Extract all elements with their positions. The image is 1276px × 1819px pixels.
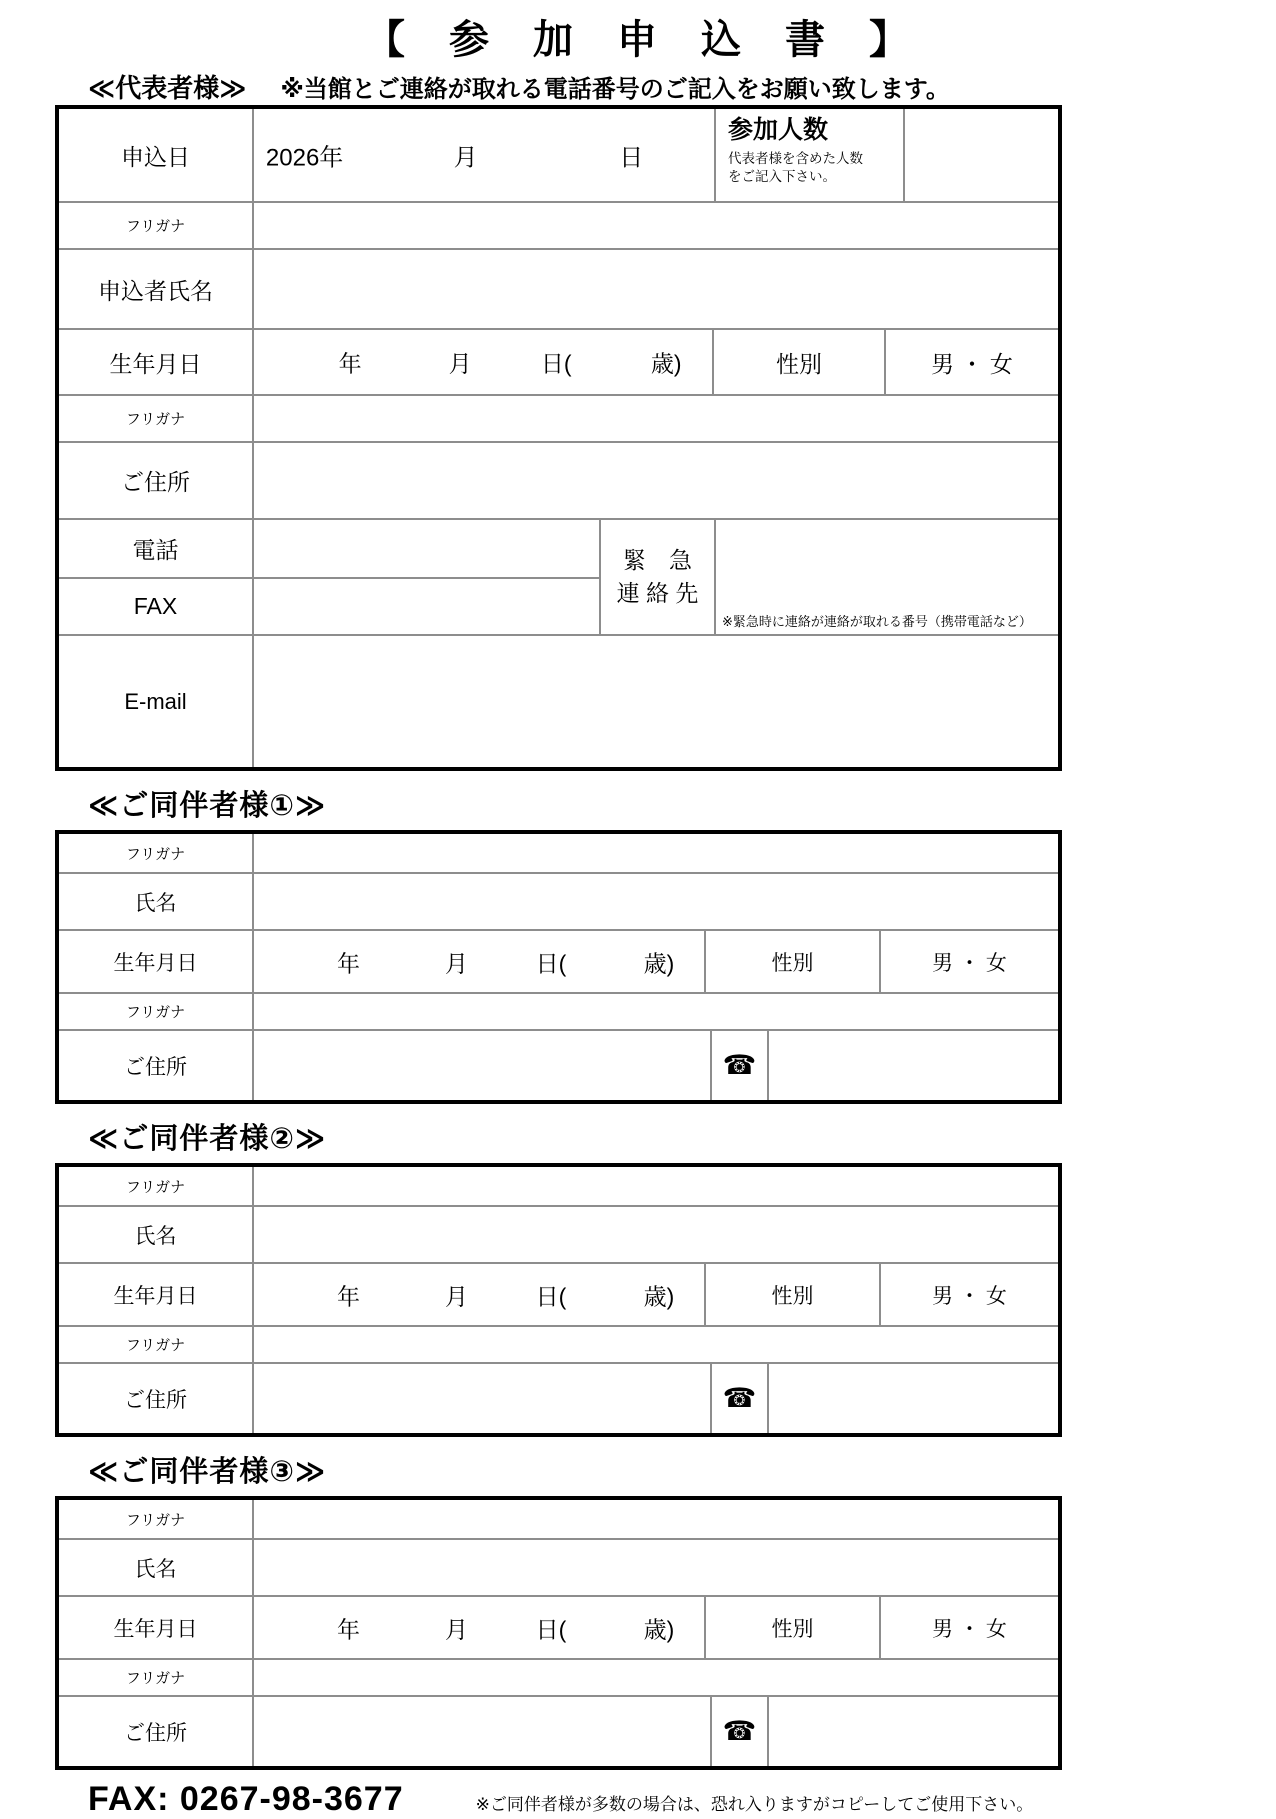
furigana-row — [59, 201, 1058, 248]
phone-label: 電話 — [132, 537, 179, 563]
birth-age-label: 歳) — [643, 950, 675, 976]
birth-year-label: 年 — [338, 350, 362, 377]
companion1-furigana2-field[interactable] — [252, 994, 1058, 1029]
companion2-table — [55, 1163, 1062, 1437]
phone-fax-block — [59, 520, 599, 634]
companion1-gender-options-field[interactable]: 男 ・ 女 — [879, 931, 1058, 992]
companion3-section-header: ≪ご同伴者様③≫ — [88, 1456, 327, 1488]
companion-birthdate-row — [59, 1262, 1058, 1325]
birthdate-row — [59, 328, 1058, 394]
birthdate-label: 生年月日 — [109, 350, 202, 377]
companion1-name-field[interactable] — [252, 874, 1058, 929]
representative-table — [55, 105, 1062, 771]
application-date-row — [59, 109, 1058, 201]
furigana2-row — [59, 394, 1058, 441]
companion3-table — [55, 1496, 1062, 1770]
companion1-birthdate-field[interactable] — [252, 931, 704, 992]
companion-address-row — [59, 1695, 1058, 1766]
applicant-name-row — [59, 248, 1058, 328]
phone-icon: ☎ — [710, 1031, 767, 1100]
companion-name-label: 氏名 — [134, 1224, 177, 1248]
footer-copy-note: ※ご同伴者様が多数の場合は、恐れ入りますがコピーしてご使用下さい。 — [475, 1795, 1034, 1814]
companion-birthdate-row — [59, 1595, 1058, 1658]
page-title: 【 参 加 申 込 書 】 — [365, 18, 911, 62]
companion3-furigana-field[interactable] — [252, 1500, 1058, 1538]
birth-day-label: 日( — [540, 350, 572, 377]
email-label: E-mail — [124, 688, 187, 714]
companion3-gender-options-field[interactable]: 男 ・ 女 — [879, 1597, 1058, 1658]
companion1-furigana-field[interactable] — [252, 834, 1058, 872]
representative-note: ※当館とご連絡が取れる電話番号のご記入をお願い致します。 — [280, 76, 950, 103]
companion1-address-field[interactable] — [252, 1031, 710, 1100]
participants-label: 参加人数 — [728, 116, 829, 144]
companion2-birthdate-field[interactable] — [252, 1264, 704, 1325]
phone-icon: ☎ — [710, 1364, 767, 1433]
representative-label: ≪代表者様≫ — [88, 73, 247, 103]
companion-birthdate-label: 生年月日 — [113, 1617, 198, 1641]
companion2-gender-options-field[interactable]: 男 ・ 女 — [879, 1264, 1058, 1325]
participants-label-cell — [714, 109, 903, 201]
companion-gender-label: 性別 — [704, 1264, 879, 1325]
birth-month-label: 月 — [445, 1616, 468, 1642]
companion-furigana-label: フリガナ — [125, 1178, 186, 1196]
birth-day-label: 日( — [535, 1616, 567, 1642]
emergency-contact-field[interactable] — [714, 520, 1058, 634]
birth-age-label: 歳) — [643, 1283, 675, 1309]
companion-birthdate-row — [59, 929, 1058, 992]
companion-name-row — [59, 1538, 1058, 1595]
application-form-page — [0, 16, 1276, 1818]
companion3-birthdate-field[interactable] — [252, 1597, 704, 1658]
companion-gender-label: 性別 — [704, 931, 879, 992]
companion-furigana2-label: フリガナ — [125, 1004, 186, 1021]
gender-label: 性別 — [712, 330, 884, 394]
email-row — [59, 634, 1058, 767]
companion-name-label: 氏名 — [134, 891, 177, 915]
applicant-name-label: 申込者氏名 — [98, 277, 213, 304]
birth-day-label: 日( — [535, 950, 567, 976]
companion-furigana2-label: フリガナ — [125, 1337, 186, 1354]
birth-month-label: 月 — [445, 950, 468, 976]
birth-year-label: 年 — [337, 950, 360, 976]
birth-year-label: 年 — [337, 1616, 360, 1642]
furigana2-label: フリガナ — [125, 411, 186, 428]
birth-day-label: 日( — [535, 1283, 567, 1309]
companion-name-label: 氏名 — [134, 1557, 177, 1581]
phone-fax-emergency-row — [59, 518, 1058, 634]
companion-gender-label: 性別 — [704, 1597, 879, 1658]
phone-field[interactable] — [252, 520, 599, 577]
companion-furigana-row — [59, 834, 1058, 872]
emergency-note: ※緊急時に連絡が連絡が取れる番号（携帯電話など） — [722, 614, 1032, 629]
gender-options-field[interactable]: 男 ・ 女 — [884, 330, 1058, 394]
participants-note: 代表者様を含めた人数 をご記入下さい。 — [728, 150, 863, 184]
application-day-label: 日 — [619, 144, 644, 172]
companion-name-row — [59, 1205, 1058, 1262]
companion-furigana2-row — [59, 992, 1058, 1029]
companion-address-label: ご住所 — [124, 1055, 187, 1079]
representative-header — [88, 68, 1276, 105]
application-date-field[interactable] — [252, 109, 714, 201]
furigana-label: フリガナ — [125, 218, 186, 235]
participants-count-field[interactable] — [903, 109, 1058, 201]
furigana2-field[interactable] — [252, 396, 1058, 441]
companion2-address-field[interactable] — [252, 1364, 710, 1433]
fax-row — [59, 577, 599, 634]
companion-birthdate-label: 生年月日 — [113, 1284, 198, 1308]
companion3-phone-field[interactable] — [767, 1697, 1058, 1766]
companion2-name-field[interactable] — [252, 1207, 1058, 1262]
companion2-furigana2-field[interactable] — [252, 1327, 1058, 1362]
application-month-label: 月 — [453, 144, 478, 172]
companion2-phone-field[interactable] — [767, 1364, 1058, 1433]
footer — [88, 1780, 1276, 1819]
application-year-label: 2026年 — [265, 144, 344, 172]
application-date-label: 申込日 — [121, 143, 190, 170]
birthdate-field[interactable] — [252, 330, 712, 394]
footer-fax-number: FAX: 0267-98-3677 — [88, 1780, 404, 1818]
companion3-name-field[interactable] — [252, 1540, 1058, 1595]
companion3-address-field[interactable] — [252, 1697, 710, 1766]
companion2-furigana-field[interactable] — [252, 1167, 1058, 1205]
companion-furigana-row — [59, 1167, 1058, 1205]
fax-field[interactable] — [252, 579, 599, 634]
fax-label: FAX — [133, 593, 178, 619]
birth-age-label: 歳) — [643, 1616, 675, 1642]
companion2-section-header: ≪ご同伴者様②≫ — [88, 1123, 327, 1155]
address-field[interactable] — [252, 443, 1058, 518]
companion1-table — [55, 830, 1062, 1104]
birth-month-label: 月 — [448, 350, 472, 377]
furigana-field[interactable] — [252, 203, 1058, 248]
applicant-name-field[interactable] — [252, 250, 1058, 328]
companion-furigana2-label: フリガナ — [125, 1670, 186, 1687]
address-label: ご住所 — [121, 469, 190, 495]
companion-birthdate-label: 生年月日 — [113, 951, 198, 975]
companion-furigana2-row — [59, 1325, 1058, 1362]
companion1-phone-field[interactable] — [767, 1031, 1058, 1100]
companion-address-row — [59, 1029, 1058, 1100]
birth-month-label: 月 — [445, 1283, 468, 1309]
phone-row — [59, 520, 599, 577]
companion-furigana-label: フリガナ — [125, 845, 186, 863]
companion-address-row — [59, 1362, 1058, 1433]
companion-address-label: ご住所 — [124, 1388, 187, 1412]
birth-age-label: 歳) — [650, 350, 682, 377]
companion1-section-header: ≪ご同伴者様①≫ — [88, 790, 327, 822]
companion-address-label: ご住所 — [124, 1721, 187, 1745]
birth-year-label: 年 — [337, 1283, 360, 1309]
companion3-furigana2-field[interactable] — [252, 1660, 1058, 1695]
address-row — [59, 441, 1058, 518]
companion-furigana-row — [59, 1500, 1058, 1538]
phone-icon: ☎ — [710, 1697, 767, 1766]
companion-furigana-label: フリガナ — [125, 1511, 186, 1529]
emergency-contact-label: 緊 急 連 絡 先 — [599, 520, 714, 634]
email-field[interactable] — [252, 636, 1058, 767]
companion-furigana2-row — [59, 1658, 1058, 1695]
companion-name-row — [59, 872, 1058, 929]
